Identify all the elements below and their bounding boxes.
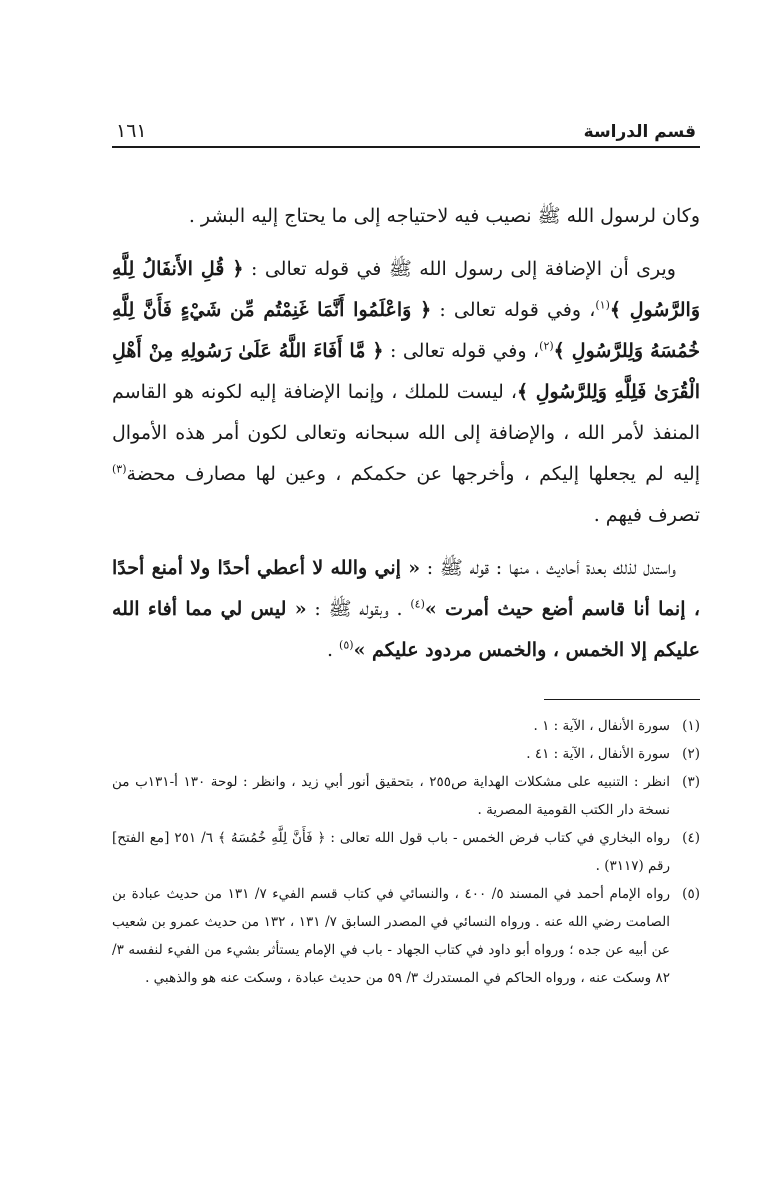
footnote-number: (٤) xyxy=(682,830,700,846)
p3-text-1: واستدل لذلك بعدة أحاديث ، منها : قوله ﷺ : xyxy=(420,557,677,579)
p2-text-4: ، ليست للملك ، وإنما الإضافة إليه لكونه هو القاسم المنفذ لأمر الله ، والإضافة إلى الله سبحانه وتعالى لكون أمر هذه الأموال إليه لم يجعلها إليكم ، وأخرجها عن حكمكم ، وعين لها مصارف محضة xyxy=(112,381,700,485)
footnote-text: سورة الأنفال ، الآية : ١ . xyxy=(533,718,670,734)
footnote-ref-1[interactable]: (١) xyxy=(595,298,610,312)
p2-text-5: تصرف فيهم . xyxy=(593,504,700,526)
footnotes xyxy=(112,712,700,992)
footnote-number: (٣) xyxy=(682,774,700,790)
footnote-text: رواه الإمام أحمد في المسند ٥/ ٤٠٠ ، والنسائي في كتاب قسم الفيء ٧/ ١٣١ من حديث عبادة بن الصامت رضي الله عنه . ورواه النسائي في المصدر السابق ٧/ ١٣١ ، ١٣٢ من حديث عمرو بن شعيب عن أبيه عن جده ؛ ورواه أبو داود في كتاب الجهاد - باب في الإمام يستأثر بشيء من الفيء لنفسه ٣/ ٨٢ وسكت عنه ، ورواه الحاكم في المستدرك ٣/ ٥٩ من حديث عبادة ، وسكت عنه هو والذهبي . xyxy=(112,886,671,986)
footnote-number: (٥) xyxy=(682,886,700,902)
footnote-text: سورة الأنفال ، الآية : ٤١ . xyxy=(526,746,670,762)
book-page xyxy=(112,108,700,992)
paragraph-3 xyxy=(112,548,700,671)
hadith-1: « إني والله لا أعطي أحدًا ولا أمنع أحدًا ، إنما أنا قاسم أضع حيث أمرت » xyxy=(112,557,700,620)
footnote-number: (١) xyxy=(682,718,700,734)
footnote-divider xyxy=(544,699,700,700)
footnote-2 xyxy=(112,740,700,768)
paragraph-1 xyxy=(112,196,700,237)
hadith-2: « ليس لي مما أفاء الله عليكم إلا الخمس ، والخمس مردود عليكم » xyxy=(112,598,700,661)
paragraph-1-text: وكان لرسول الله ﷺ نصيب فيه لاحتياجه إلى ما يحتاج إليه البشر . xyxy=(188,205,700,227)
p3-text-3: . xyxy=(326,639,340,661)
footnote-number: (٢) xyxy=(682,746,700,762)
footnote-ref-2[interactable]: (٢) xyxy=(539,339,554,353)
p2-text-3: ، وفي قوله تعالى : xyxy=(383,340,540,362)
p2-text-1: ويرى أن الإضافة إلى رسول الله ﷺ في قوله تعالى : xyxy=(243,258,676,280)
footnote-ref-5[interactable]: (٥) xyxy=(339,638,354,652)
footnote-3 xyxy=(112,768,700,824)
main-text xyxy=(112,196,700,671)
page-number: ١٦١ xyxy=(116,120,147,142)
section-title: قسم الدراسة xyxy=(583,122,696,142)
p2-text-2: ، وفي قوله تعالى : xyxy=(431,299,596,321)
quran-verse-anfal-41: ﴿ وَاعْلَمُوا أَنَّمَا غَنِمْتُم مِّن شَيْءٍ فَأَنَّ لِلَّهِ خُمُسَهُ وَلِلرَّسُولِ ﴾ xyxy=(112,299,700,362)
footnote-5 xyxy=(112,880,700,992)
footnote-ref-3[interactable]: (٣) xyxy=(112,462,127,476)
page-header xyxy=(112,108,700,148)
footnote-ref-4[interactable]: (٤) xyxy=(410,597,425,611)
footnote-text: رواه البخاري في كتاب فرض الخمس - باب قول الله تعالى : ﴿ فَأَنَّ لِلَّهِ خُمُسَهُ ﴾ ٦/ ٢٥١ [مع الفتح] رقم (٣١١٧) . xyxy=(112,830,671,874)
quran-verse-hashr-7: ﴿ مَّا أَفَاءَ اللَّهُ عَلَىٰ رَسُولِهِ مِنْ أَهْلِ الْقُرَىٰ فَلِلَّهِ وَلِلرَّسُولِ ﴾ xyxy=(112,340,700,403)
footnote-4 xyxy=(112,824,700,880)
quran-verse-anfal-1: ﴿ قُلِ الأَنفَالُ لِلَّهِ وَالرَّسُولِ ﴾ xyxy=(112,258,701,321)
footnote-1 xyxy=(112,712,700,740)
paragraph-2 xyxy=(112,249,700,536)
footnote-text: انظر : التنبيه على مشكلات الهداية ص٢٥٥ ، بتحقيق أنور أبي زيد ، وانظر : لوحة ١٣٠ أ-١٣١ب من نسخة دار الكتب القومية المصرية . xyxy=(112,774,670,818)
p3-text-2: . وبقوله ﷺ : xyxy=(306,598,411,620)
